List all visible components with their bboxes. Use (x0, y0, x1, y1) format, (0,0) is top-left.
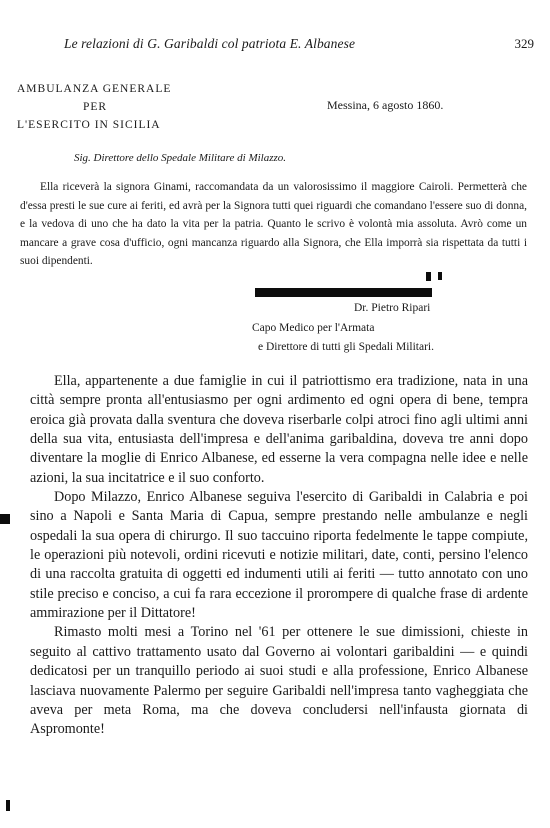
ink-mark (438, 272, 442, 280)
paragraph-3: Rimasto molti mesi a Torino nel '61 per ottenere le sue dimissioni, chieste in seguito al cattivo trattamento usato dal Governo ai volontari garibaldini — e quindi dedicatosi per un tranquillo periodo ai suoi studi e alla professione, Enrico Albanese lasciava nuovamente Palermo per seguire Garibaldi nell'impresa tanto vagheggiata che aveva per meta Roma, ma che doveva concludersi nell'infausta giornata di Aspromonte! (30, 624, 528, 738)
running-header (64, 36, 534, 56)
letterhead-line-3: L'ESERCITO IN SICILIA (17, 119, 161, 131)
running-title: Le relazioni di G. Garibaldi col patriota E. Albanese (64, 36, 356, 51)
margin-mark (0, 514, 10, 524)
ink-mark (426, 272, 431, 281)
paragraph-1: Ella, appartenente a due famiglie in cui il patriottismo era tradizione, nata in una città sempre pronta all'entusiasmo per ogni ardimento ed ogni opera di bene, tempra eroica già provata dalla sventura che doveva riserbarle colpi atroci fino agli ultimi anni della sua vita, entusiasta dell'impresa e dell'anima garibaldina, doveva tre anni dopo diventare la moglie di Enrico Albanese, ed esserne la vera compagna nelle idee e nelle azioni, la sua incitatrice e il suo conforto. (30, 373, 528, 486)
signature-name: Dr. Pietro Ripari (354, 302, 431, 314)
letterhead-line-1: AMBULANZA GENERALE (17, 83, 172, 95)
main-text (30, 372, 528, 740)
paragraph-2: Dopo Milazzo, Enrico Albanese seguiva l'esercito di Garibaldi in Calabria e poi sino a Napoli e Santa Maria di Capua, sempre prestando nelle ambulanze e negli ospedali la sua opera di chirurgo. Il suo taccuino riporta fedelmente le tappe compiute, le operazioni più notevoli, ordini ricevuti e notizie militari, date, conti, persino l'elenco di una raccolta gratuita di oggetti ed indumenti utili ai feriti — tutto annotato con uno stile preciso e conciso, a cui fa rara eccezione il prorompere di qualche frase di ardente ammirazione per il Dittatore! (30, 489, 528, 622)
signature-title-1: Capo Medico per l'Armata (252, 321, 375, 334)
redaction-bar (255, 288, 432, 297)
letterhead (17, 80, 171, 134)
page-number: 329 (514, 36, 534, 51)
margin-mark (6, 800, 10, 811)
letter-signature (250, 299, 530, 358)
letter-date: Messina, 6 agosto 1860. (327, 98, 444, 112)
letter-salutation: Sig. Direttore dello Spedale Militare di Milazzo. (74, 152, 287, 164)
letter-body: Ella riceverà la signora Ginami, raccomandata da un valorosissimo il maggiore Cairoli. Permetterà che d'essa presti le sue cure ai feriti, ed avrà per la Signora tutti quei riguardi che comandano l'essere suo di donna, e la vedova di uno che ha dato la vita per la patria. Quanto le scrivo è volontà mia assoluta. Avrò come un mancare a grave cosa d'ufficio, ogni mancanza riguardo alla Signora, che Ella imporrà sia rispettata da tutti i suoi dipendenti. (20, 181, 527, 268)
letterhead-line-2: PER (83, 101, 108, 113)
signature-title-2: e Direttore di tutti gli Spedali Militari. (258, 341, 434, 353)
